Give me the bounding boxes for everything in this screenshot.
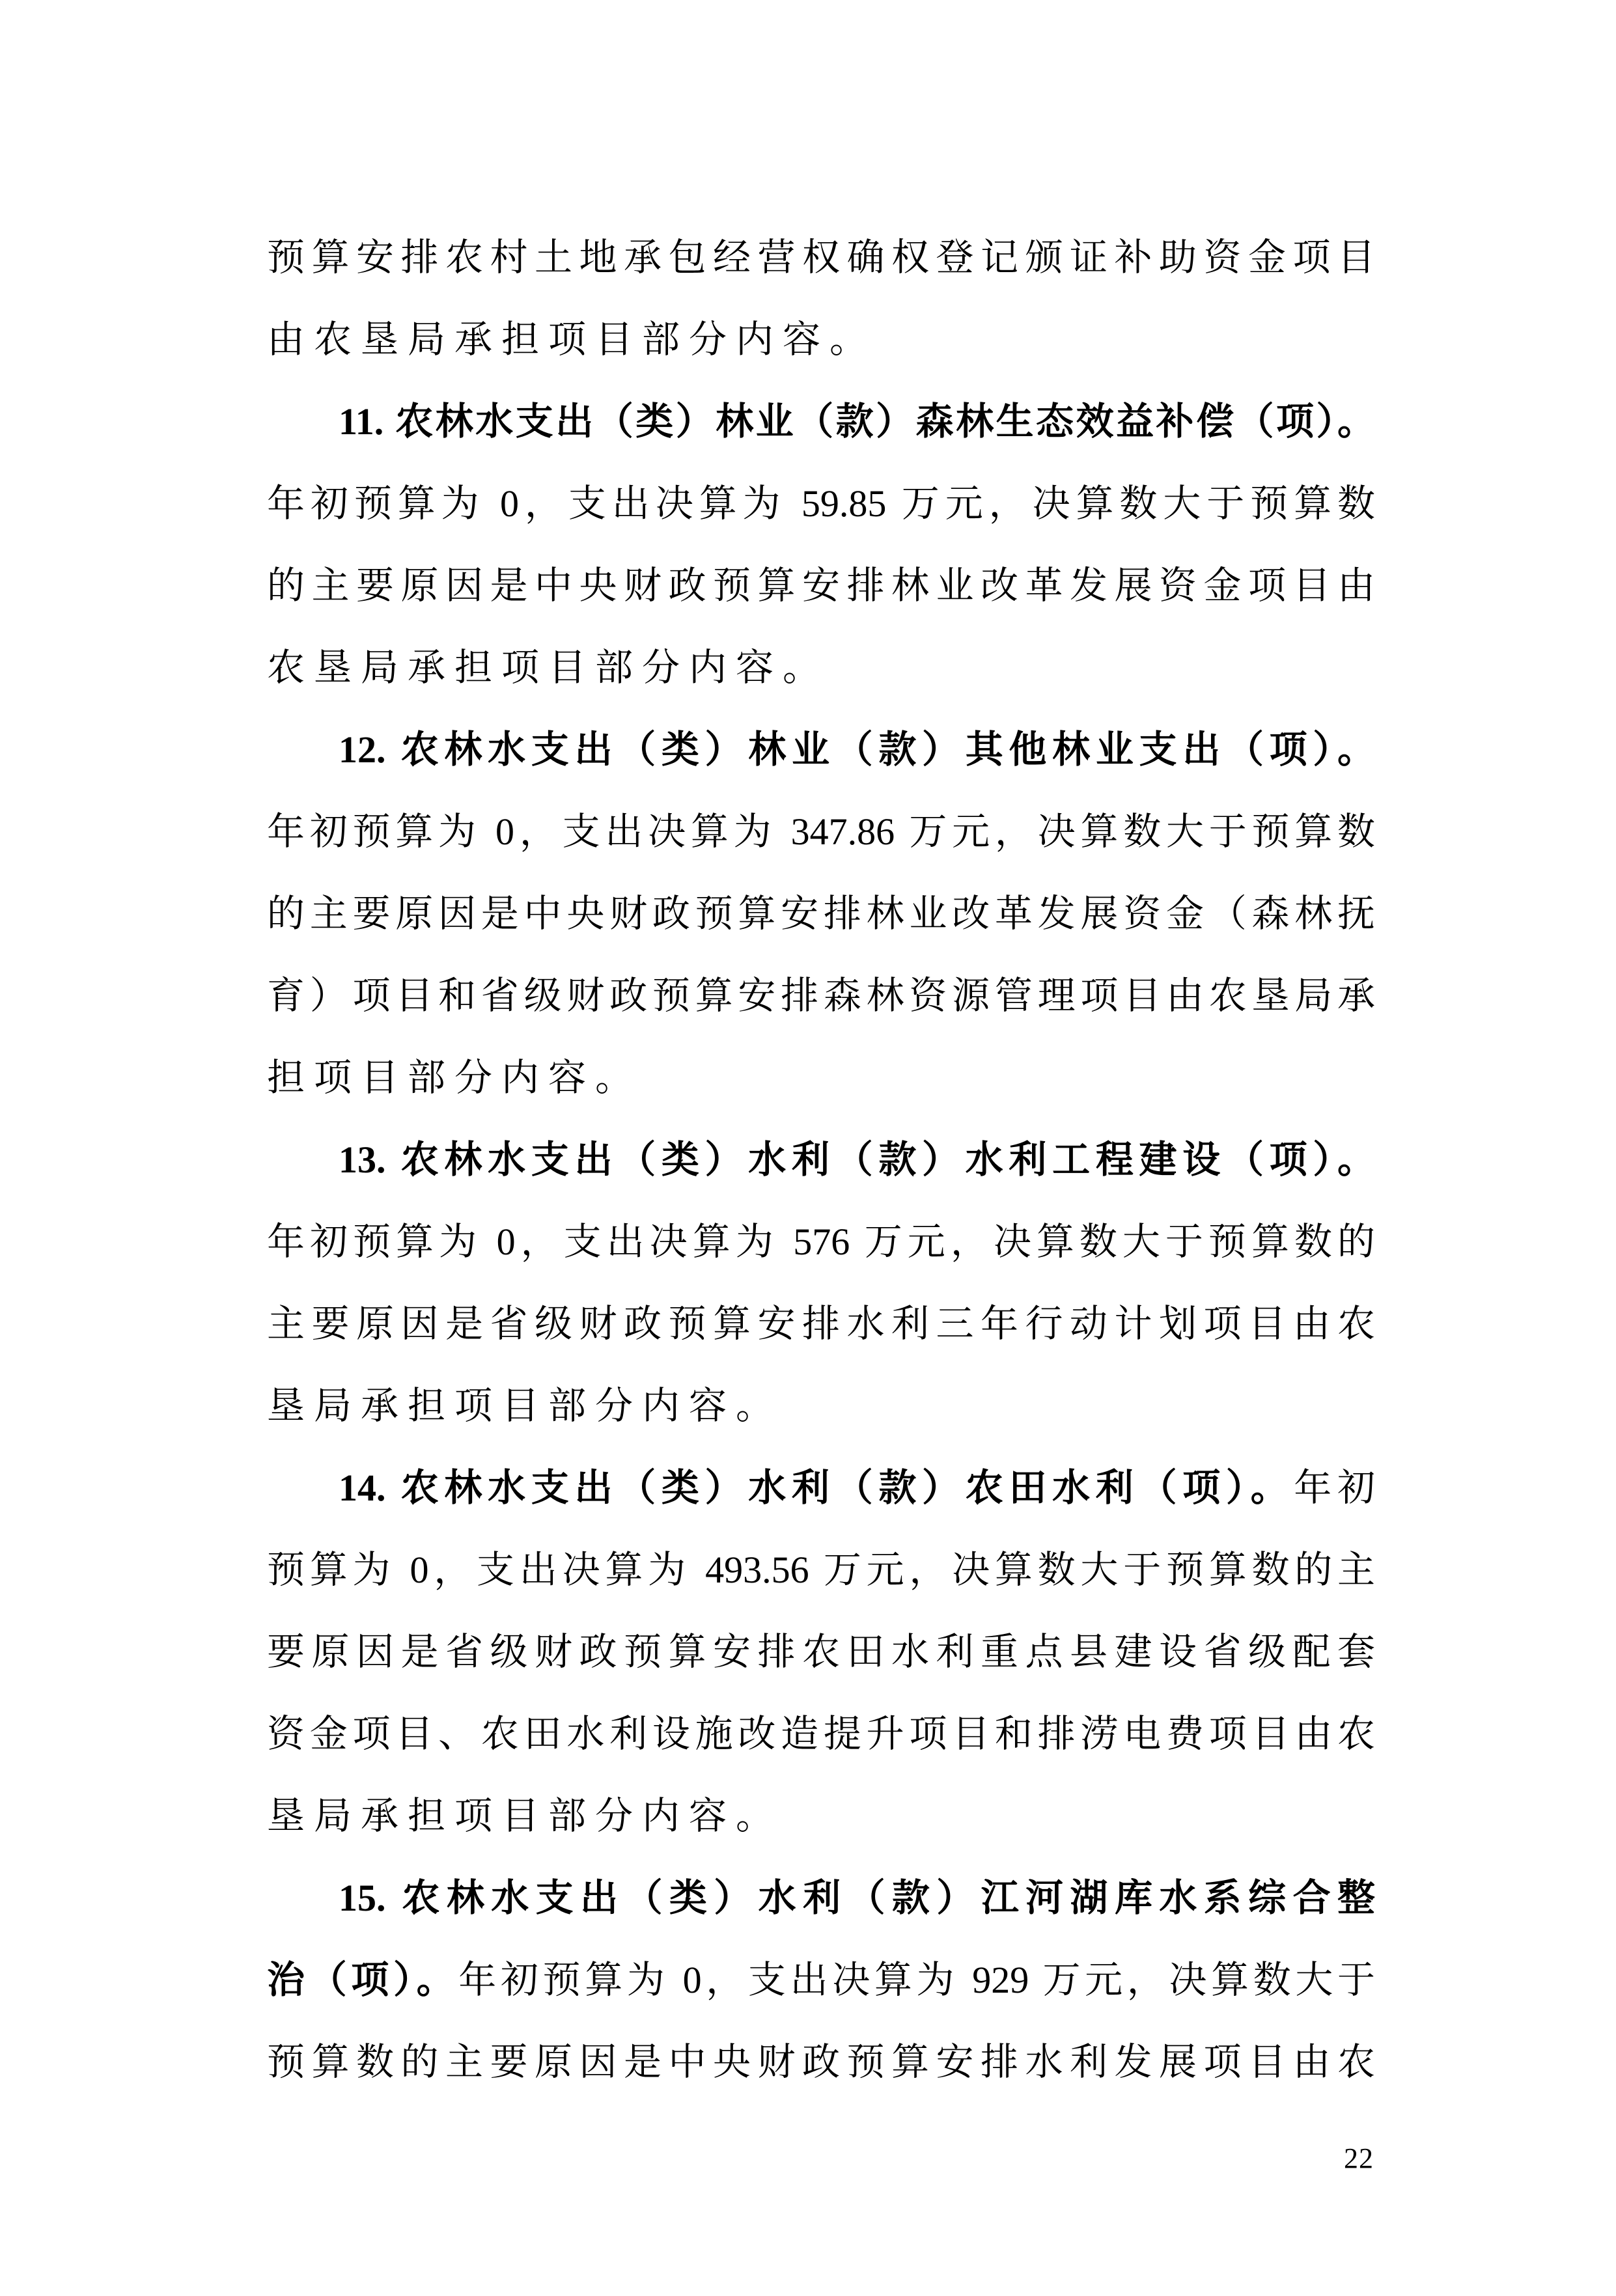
heading-text: 治（项）。 [267,1959,459,2001]
document-body [267,217,1375,2103]
paragraph-heading-line [267,709,1375,791]
heading-text: 12. 农林水支出（类）林业（款）其他林业支出（项）。 [339,728,1375,771]
paragraph-heading-line [267,1939,1375,2021]
heading-text: 15. 农林水支出（类）水利（款）江河湖库水系综合整 [339,1877,1375,1919]
heading-text: 13. 农林水支出（类）水利（款）水利工程建设（项）。 [339,1139,1375,1181]
page-number: 22 [1344,2142,1374,2174]
text-line [267,1037,1375,1119]
paragraph-heading-line [267,1857,1375,1939]
text-line [267,2021,1375,2103]
body-text: 年初预算为 0，支出决算为 347.86 万元，决算数大于预算数 [267,810,1375,853]
text-line [267,1529,1375,1611]
text-line [267,627,1375,709]
body-text: 担项目部分内容。 [267,1057,643,1099]
text-line [267,791,1375,873]
body-text: 主要原因是省级财政预算安排水利三年行动计划项目由农 [267,1303,1375,1345]
heading-text: 11. 农林水支出（类）林业（款）森林生态效益补偿（项）。 [339,400,1375,443]
text-line [267,1693,1375,1775]
text-line [267,1201,1375,1283]
text-line [267,873,1375,955]
body-text: 的主要原因是中央财政预算安排林业改革发展资金项目由 [267,564,1375,607]
heading-text: 14. 农林水支出（类）水利（款）农田水利（项）。 [339,1467,1294,1509]
body-text: 年初 [1294,1467,1375,1509]
body-text: 年初预算为 0，支出决算为 929 万元，决算数大于 [458,1959,1375,2001]
text-line [267,299,1375,381]
body-text: 预算为 0，支出决算为 493.56 万元，决算数大于预算数的主 [267,1549,1375,1591]
text-line [267,463,1375,545]
text-line [267,1611,1375,1693]
text-line [267,1283,1375,1365]
body-text: 育）项目和省级财政预算安排森林资源管理项目由农垦局承 [267,975,1375,1017]
body-text: 要原因是省级财政预算安排农田水利重点县建设省级配套 [267,1631,1375,1673]
body-text: 农垦局承担项目部分内容。 [267,646,830,689]
paragraph-heading-line [267,1447,1375,1529]
text-line [267,217,1375,299]
paragraph-heading-line [267,1119,1375,1201]
text-line [267,1775,1375,1857]
body-text: 垦局承担项目部分内容。 [267,1795,783,1837]
body-text: 由农垦局承担项目部分内容。 [267,318,877,361]
text-line [267,955,1375,1037]
text-line [267,1365,1375,1447]
body-text: 资金项目、农田水利设施改造提升项目和排涝电费项目由农 [267,1713,1375,1755]
body-text: 垦局承担项目部分内容。 [267,1385,783,1427]
body-text: 的主要原因是中央财政预算安排林业改革发展资金（森林抚 [267,892,1375,935]
body-text: 预算安排农村土地承包经营权确权登记颁证补助资金项目 [267,236,1375,279]
body-text: 预算数的主要原因是中央财政预算安排水利发展项目由农 [267,2041,1375,2083]
body-text: 年初预算为 0，支出决算为 59.85 万元，决算数大于预算数 [267,482,1375,525]
body-text: 年初预算为 0，支出决算为 576 万元，决算数大于预算数的 [267,1221,1375,1263]
text-line [267,545,1375,627]
paragraph-heading-line [267,381,1375,463]
